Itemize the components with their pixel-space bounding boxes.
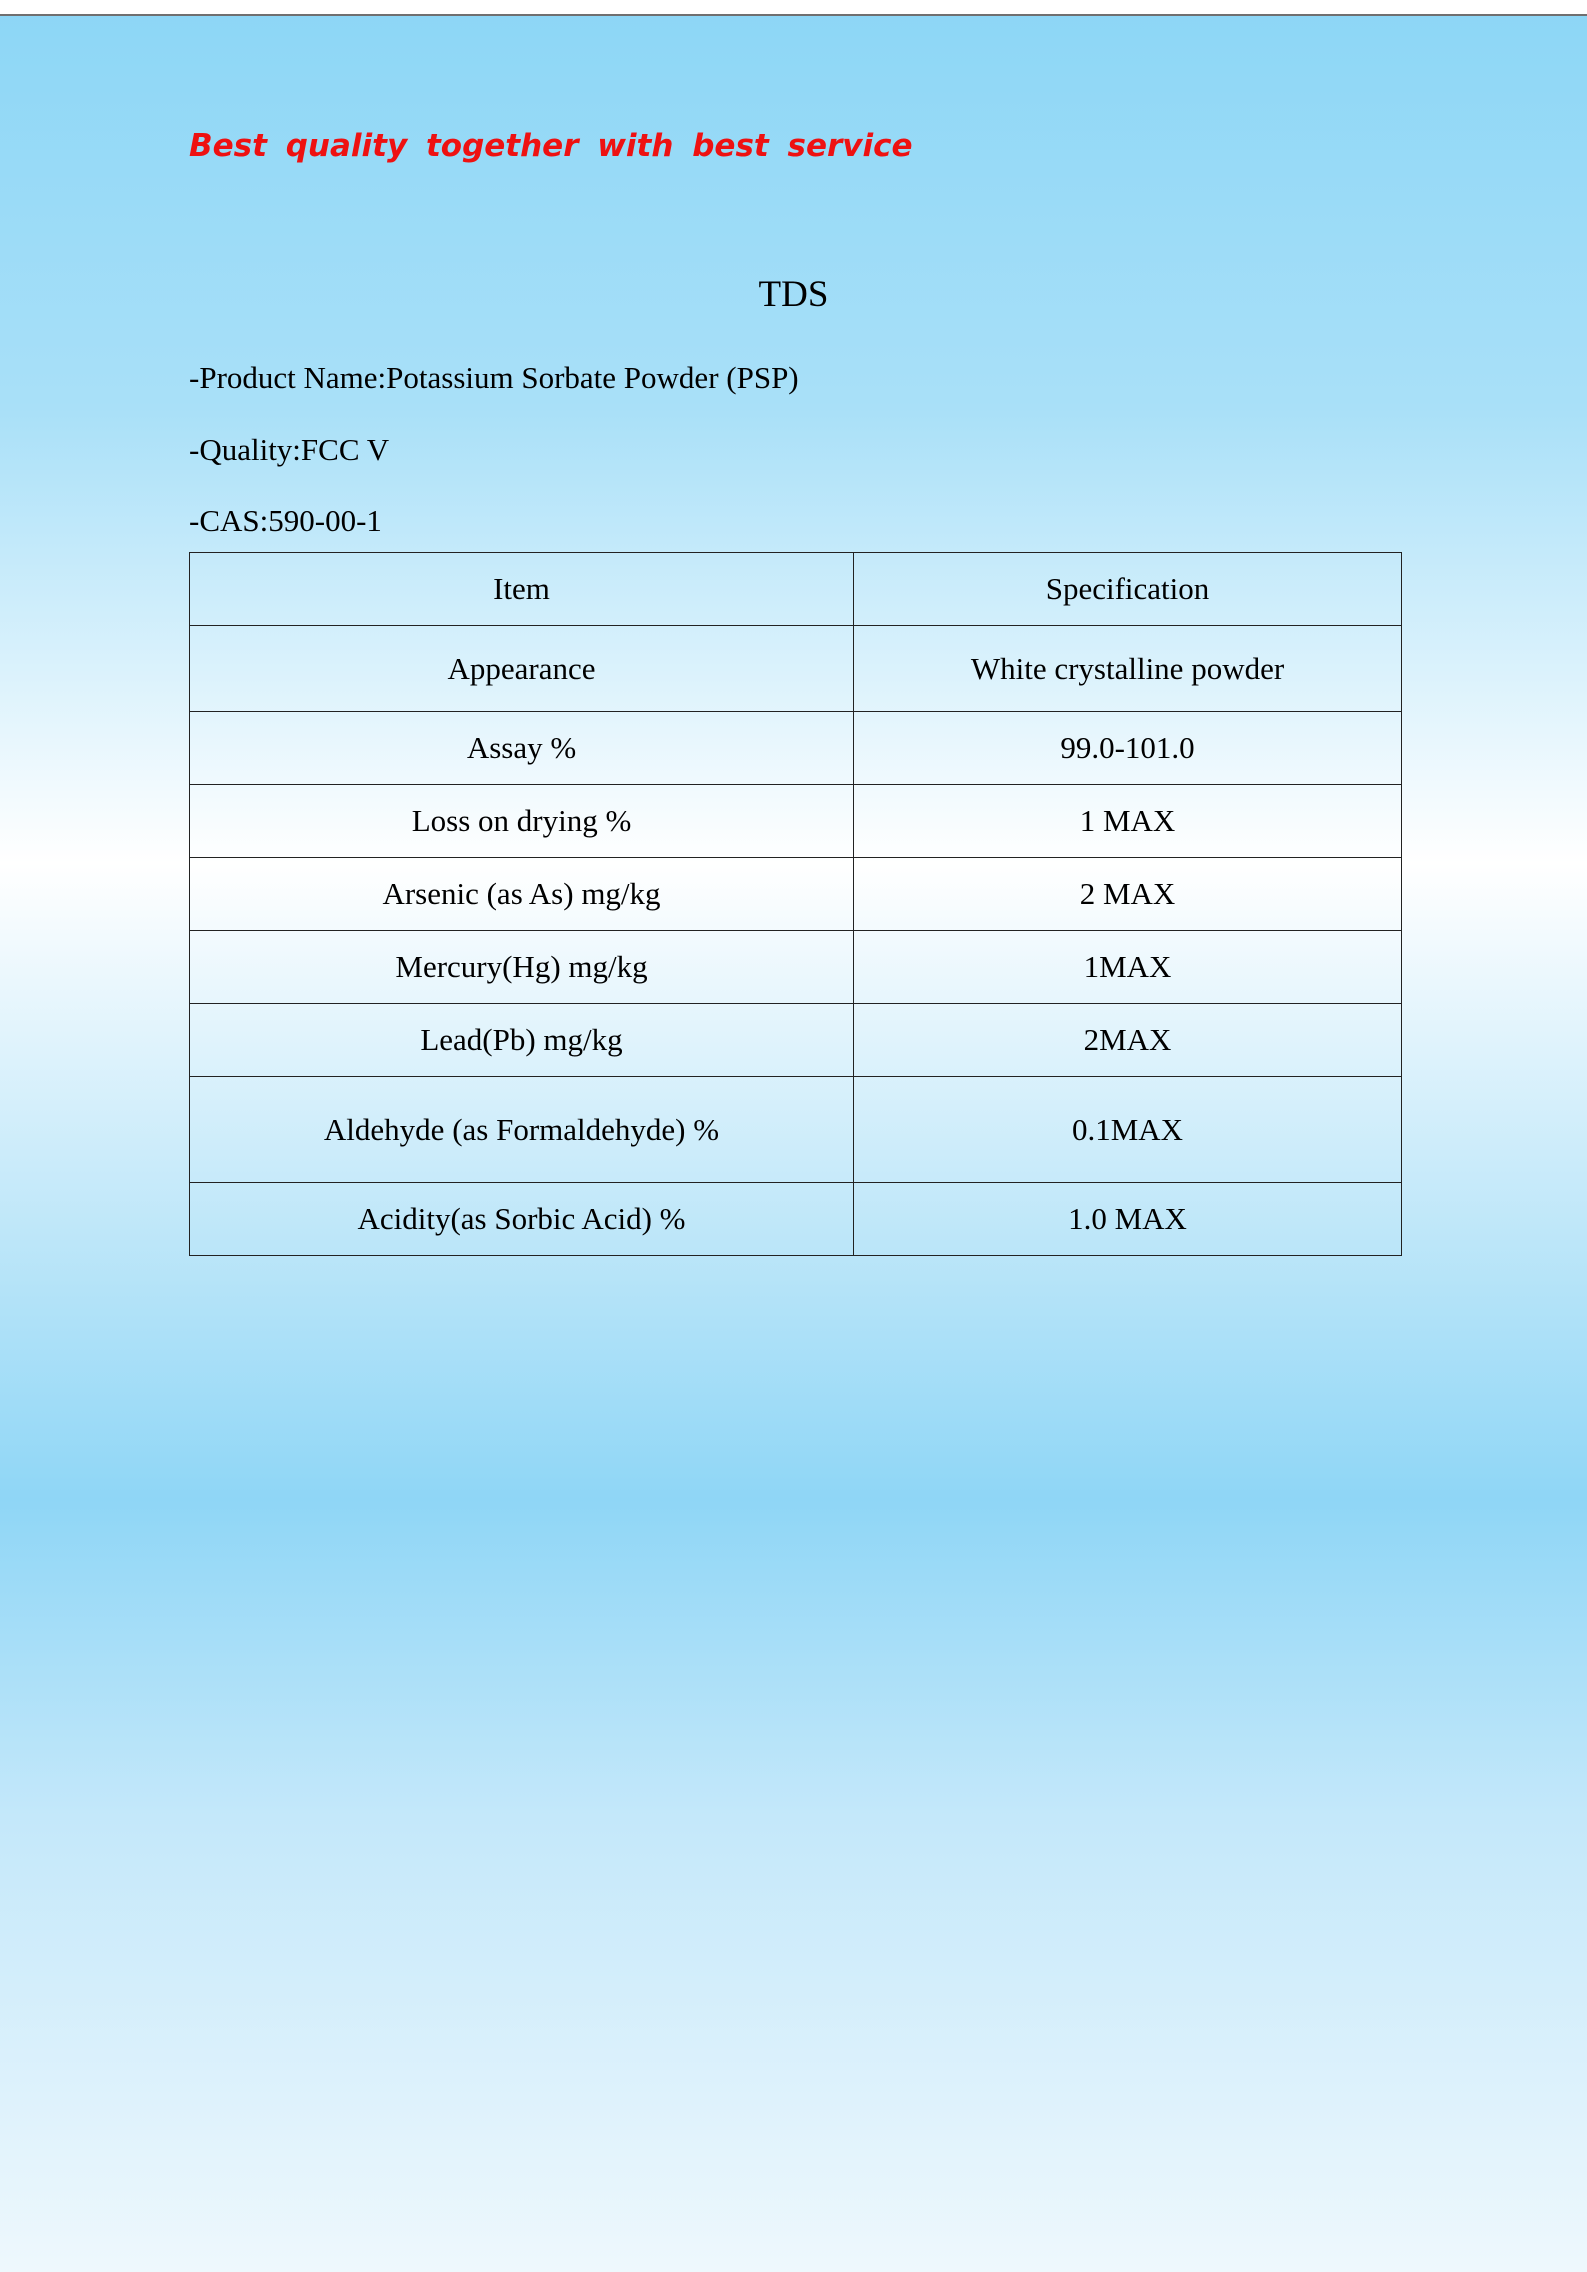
table-row <box>190 858 1402 931</box>
item-cell: Lead(Pb) mg/kg <box>190 1004 854 1077</box>
item-cell: Mercury(Hg) mg/kg <box>190 931 854 1004</box>
item-cell: Loss on drying % <box>190 785 854 858</box>
spec-cell: 2 MAX <box>854 858 1402 931</box>
spec-cell: 1MAX <box>854 931 1402 1004</box>
quality-line: -Quality:FCC V <box>189 432 390 467</box>
item-cell: Acidity(as Sorbic Acid) % <box>190 1183 854 1256</box>
cas-line: -CAS:590-00-1 <box>189 503 382 538</box>
table-row <box>190 1077 1402 1183</box>
table-row <box>190 1183 1402 1256</box>
top-margin <box>0 0 1587 14</box>
table-row <box>190 931 1402 1004</box>
table-row <box>190 626 1402 712</box>
header-specification: Specification <box>854 553 1402 626</box>
specification-table <box>189 552 1402 1256</box>
spec-cell: White crystalline powder <box>854 626 1402 712</box>
header-item: Item <box>190 553 854 626</box>
product-name-line: -Product Name:Potassium Sorbate Powder (PSP) <box>189 360 799 395</box>
page-top-border <box>0 14 1587 16</box>
table-row <box>190 1004 1402 1077</box>
table-row <box>190 712 1402 785</box>
table-header-row <box>190 553 1402 626</box>
spec-cell: 2MAX <box>854 1004 1402 1077</box>
spec-cell: 99.0-101.0 <box>854 712 1402 785</box>
spec-cell: 0.1MAX <box>854 1077 1402 1183</box>
spec-cell: 1.0 MAX <box>854 1183 1402 1256</box>
item-cell: Arsenic (as As) mg/kg <box>190 858 854 931</box>
item-cell: Appearance <box>190 626 854 712</box>
item-cell: Assay % <box>190 712 854 785</box>
table-row <box>190 785 1402 858</box>
item-cell: Aldehyde (as Formaldehyde) % <box>190 1077 854 1183</box>
page-title: TDS <box>758 274 829 315</box>
slogan-text: Best quality together with best service <box>189 128 913 164</box>
spec-cell: 1 MAX <box>854 785 1402 858</box>
